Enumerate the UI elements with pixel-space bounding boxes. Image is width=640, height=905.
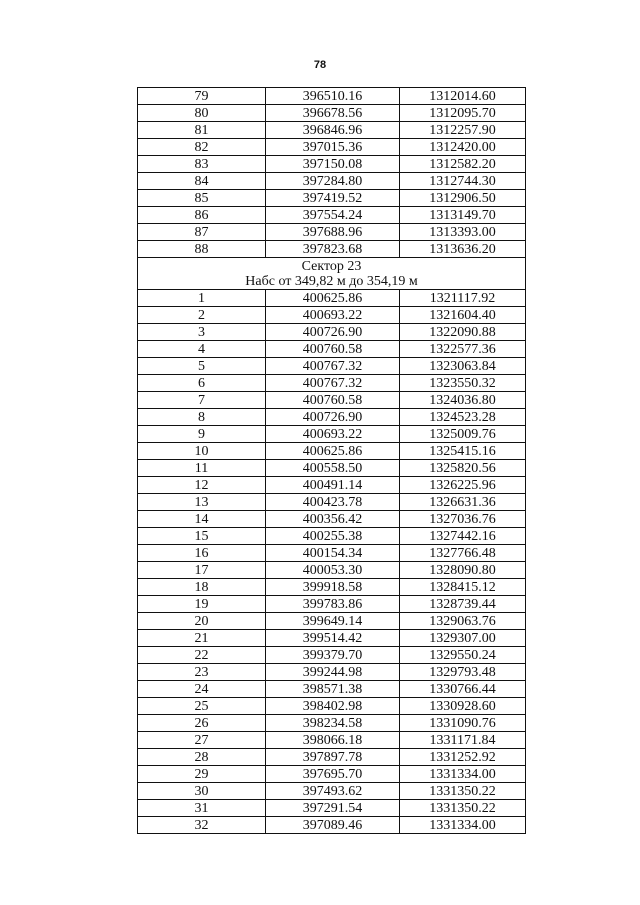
point-number-cell: 31 bbox=[138, 800, 266, 817]
y-coordinate-cell: 1312257.90 bbox=[400, 122, 526, 139]
x-coordinate-cell: 397823.68 bbox=[266, 241, 400, 258]
table-row bbox=[138, 664, 526, 681]
y-coordinate-cell: 1326225.96 bbox=[400, 477, 526, 494]
table-row bbox=[138, 800, 526, 817]
x-coordinate-cell: 400760.58 bbox=[266, 341, 400, 358]
x-coordinate-cell: 399918.58 bbox=[266, 579, 400, 596]
table-row bbox=[138, 817, 526, 834]
table-row bbox=[138, 511, 526, 528]
point-number-cell: 84 bbox=[138, 173, 266, 190]
x-coordinate-cell: 397089.46 bbox=[266, 817, 400, 834]
point-number-cell: 85 bbox=[138, 190, 266, 207]
y-coordinate-cell: 1331350.22 bbox=[400, 783, 526, 800]
point-number-cell: 4 bbox=[138, 341, 266, 358]
y-coordinate-cell: 1312582.20 bbox=[400, 156, 526, 173]
table-row bbox=[138, 783, 526, 800]
table-row bbox=[138, 190, 526, 207]
y-coordinate-cell: 1329793.48 bbox=[400, 664, 526, 681]
point-number-cell: 87 bbox=[138, 224, 266, 241]
point-number-cell: 11 bbox=[138, 460, 266, 477]
table-row bbox=[138, 443, 526, 460]
point-number-cell: 13 bbox=[138, 494, 266, 511]
y-coordinate-cell: 1329063.76 bbox=[400, 613, 526, 630]
y-coordinate-cell: 1324523.28 bbox=[400, 409, 526, 426]
y-coordinate-cell: 1325415.16 bbox=[400, 443, 526, 460]
table-row bbox=[138, 579, 526, 596]
x-coordinate-cell: 396678.56 bbox=[266, 105, 400, 122]
x-coordinate-cell: 397291.54 bbox=[266, 800, 400, 817]
x-coordinate-cell: 400558.50 bbox=[266, 460, 400, 477]
table-row bbox=[138, 545, 526, 562]
x-coordinate-cell: 397695.70 bbox=[266, 766, 400, 783]
table-row bbox=[138, 528, 526, 545]
x-coordinate-cell: 399379.70 bbox=[266, 647, 400, 664]
point-number-cell: 14 bbox=[138, 511, 266, 528]
y-coordinate-cell: 1313636.20 bbox=[400, 241, 526, 258]
y-coordinate-cell: 1312095.70 bbox=[400, 105, 526, 122]
y-coordinate-cell: 1312420.00 bbox=[400, 139, 526, 156]
point-number-cell: 24 bbox=[138, 681, 266, 698]
y-coordinate-cell: 1329550.24 bbox=[400, 647, 526, 664]
point-number-cell: 10 bbox=[138, 443, 266, 460]
y-coordinate-cell: 1327442.16 bbox=[400, 528, 526, 545]
x-coordinate-cell: 398571.38 bbox=[266, 681, 400, 698]
point-number-cell: 80 bbox=[138, 105, 266, 122]
point-number-cell: 88 bbox=[138, 241, 266, 258]
table-row bbox=[138, 494, 526, 511]
x-coordinate-cell: 400625.86 bbox=[266, 443, 400, 460]
table-row bbox=[138, 156, 526, 173]
x-coordinate-cell: 400053.30 bbox=[266, 562, 400, 579]
y-coordinate-cell: 1313149.70 bbox=[400, 207, 526, 224]
x-coordinate-cell: 400726.90 bbox=[266, 324, 400, 341]
point-number-cell: 20 bbox=[138, 613, 266, 630]
x-coordinate-cell: 399244.98 bbox=[266, 664, 400, 681]
x-coordinate-cell: 398402.98 bbox=[266, 698, 400, 715]
x-coordinate-cell: 400767.32 bbox=[266, 358, 400, 375]
table-row bbox=[138, 426, 526, 443]
y-coordinate-cell: 1327766.48 bbox=[400, 545, 526, 562]
y-coordinate-cell: 1328415.12 bbox=[400, 579, 526, 596]
point-number-cell: 17 bbox=[138, 562, 266, 579]
table-row bbox=[138, 596, 526, 613]
x-coordinate-cell: 397150.08 bbox=[266, 156, 400, 173]
x-coordinate-cell: 397284.80 bbox=[266, 173, 400, 190]
x-coordinate-cell: 400491.14 bbox=[266, 477, 400, 494]
point-number-cell: 8 bbox=[138, 409, 266, 426]
point-number-cell: 19 bbox=[138, 596, 266, 613]
table-row bbox=[138, 241, 526, 258]
point-number-cell: 18 bbox=[138, 579, 266, 596]
table-row bbox=[138, 207, 526, 224]
point-number-cell: 81 bbox=[138, 122, 266, 139]
x-coordinate-cell: 400423.78 bbox=[266, 494, 400, 511]
table-row bbox=[138, 749, 526, 766]
table-row bbox=[138, 715, 526, 732]
x-coordinate-cell: 400726.90 bbox=[266, 409, 400, 426]
x-coordinate-cell: 399649.14 bbox=[266, 613, 400, 630]
y-coordinate-cell: 1322090.88 bbox=[400, 324, 526, 341]
point-number-cell: 6 bbox=[138, 375, 266, 392]
point-number-cell: 9 bbox=[138, 426, 266, 443]
table-row bbox=[138, 613, 526, 630]
point-number-cell: 26 bbox=[138, 715, 266, 732]
table-row bbox=[138, 122, 526, 139]
point-number-cell: 15 bbox=[138, 528, 266, 545]
table-row bbox=[138, 375, 526, 392]
table-row bbox=[138, 324, 526, 341]
x-coordinate-cell: 396510.16 bbox=[266, 88, 400, 105]
x-coordinate-cell: 400693.22 bbox=[266, 426, 400, 443]
x-coordinate-cell: 400767.32 bbox=[266, 375, 400, 392]
table-section-top bbox=[138, 88, 526, 258]
x-coordinate-cell: 400255.38 bbox=[266, 528, 400, 545]
y-coordinate-cell: 1325820.56 bbox=[400, 460, 526, 477]
coordinates-table bbox=[137, 87, 526, 834]
x-coordinate-cell: 400154.34 bbox=[266, 545, 400, 562]
table-row bbox=[138, 139, 526, 156]
table-row bbox=[138, 105, 526, 122]
table-section-bottom bbox=[138, 290, 526, 834]
sector-subtitle: Набс от 349,82 м до 354,19 м bbox=[245, 273, 418, 289]
point-number-cell: 29 bbox=[138, 766, 266, 783]
point-number-cell: 21 bbox=[138, 630, 266, 647]
y-coordinate-cell: 1328090.80 bbox=[400, 562, 526, 579]
point-number-cell: 27 bbox=[138, 732, 266, 749]
y-coordinate-cell: 1327036.76 bbox=[400, 511, 526, 528]
point-number-cell: 79 bbox=[138, 88, 266, 105]
sector-header-cell bbox=[138, 258, 526, 290]
table-row bbox=[138, 477, 526, 494]
x-coordinate-cell: 399783.86 bbox=[266, 596, 400, 613]
x-coordinate-cell: 397554.24 bbox=[266, 207, 400, 224]
table-row bbox=[138, 460, 526, 477]
y-coordinate-cell: 1326631.36 bbox=[400, 494, 526, 511]
table-row bbox=[138, 630, 526, 647]
point-number-cell: 2 bbox=[138, 307, 266, 324]
y-coordinate-cell: 1330928.60 bbox=[400, 698, 526, 715]
sector-header-row bbox=[138, 258, 526, 290]
point-number-cell: 86 bbox=[138, 207, 266, 224]
y-coordinate-cell: 1331334.00 bbox=[400, 766, 526, 783]
table-row bbox=[138, 290, 526, 307]
table-row bbox=[138, 358, 526, 375]
y-coordinate-cell: 1328739.44 bbox=[400, 596, 526, 613]
y-coordinate-cell: 1331171.84 bbox=[400, 732, 526, 749]
x-coordinate-cell: 396846.96 bbox=[266, 122, 400, 139]
sector-title: Сектор 23 bbox=[301, 258, 362, 274]
y-coordinate-cell: 1321604.40 bbox=[400, 307, 526, 324]
table-row bbox=[138, 307, 526, 324]
table-row bbox=[138, 732, 526, 749]
table-row bbox=[138, 698, 526, 715]
x-coordinate-cell: 400356.42 bbox=[266, 511, 400, 528]
point-number-cell: 5 bbox=[138, 358, 266, 375]
page-number: 78 bbox=[313, 59, 327, 71]
table-row bbox=[138, 766, 526, 783]
table-row bbox=[138, 681, 526, 698]
point-number-cell: 22 bbox=[138, 647, 266, 664]
table-row bbox=[138, 409, 526, 426]
x-coordinate-cell: 399514.42 bbox=[266, 630, 400, 647]
point-number-cell: 1 bbox=[138, 290, 266, 307]
table-row bbox=[138, 392, 526, 409]
point-number-cell: 82 bbox=[138, 139, 266, 156]
point-number-cell: 23 bbox=[138, 664, 266, 681]
y-coordinate-cell: 1323063.84 bbox=[400, 358, 526, 375]
point-number-cell: 3 bbox=[138, 324, 266, 341]
x-coordinate-cell: 400693.22 bbox=[266, 307, 400, 324]
table-row bbox=[138, 88, 526, 105]
point-number-cell: 7 bbox=[138, 392, 266, 409]
point-number-cell: 25 bbox=[138, 698, 266, 715]
x-coordinate-cell: 400625.86 bbox=[266, 290, 400, 307]
table-row bbox=[138, 224, 526, 241]
y-coordinate-cell: 1331350.22 bbox=[400, 800, 526, 817]
point-number-cell: 12 bbox=[138, 477, 266, 494]
y-coordinate-cell: 1321117.92 bbox=[400, 290, 526, 307]
y-coordinate-cell: 1331334.00 bbox=[400, 817, 526, 834]
x-coordinate-cell: 397015.36 bbox=[266, 139, 400, 156]
y-coordinate-cell: 1329307.00 bbox=[400, 630, 526, 647]
table-row bbox=[138, 562, 526, 579]
table-row bbox=[138, 173, 526, 190]
sector-header-section bbox=[138, 258, 526, 290]
x-coordinate-cell: 398066.18 bbox=[266, 732, 400, 749]
point-number-cell: 16 bbox=[138, 545, 266, 562]
x-coordinate-cell: 400760.58 bbox=[266, 392, 400, 409]
y-coordinate-cell: 1324036.80 bbox=[400, 392, 526, 409]
y-coordinate-cell: 1312014.60 bbox=[400, 88, 526, 105]
y-coordinate-cell: 1330766.44 bbox=[400, 681, 526, 698]
y-coordinate-cell: 1313393.00 bbox=[400, 224, 526, 241]
y-coordinate-cell: 1323550.32 bbox=[400, 375, 526, 392]
y-coordinate-cell: 1325009.76 bbox=[400, 426, 526, 443]
x-coordinate-cell: 397419.52 bbox=[266, 190, 400, 207]
x-coordinate-cell: 397688.96 bbox=[266, 224, 400, 241]
point-number-cell: 30 bbox=[138, 783, 266, 800]
point-number-cell: 83 bbox=[138, 156, 266, 173]
y-coordinate-cell: 1312744.30 bbox=[400, 173, 526, 190]
y-coordinate-cell: 1322577.36 bbox=[400, 341, 526, 358]
y-coordinate-cell: 1331252.92 bbox=[400, 749, 526, 766]
y-coordinate-cell: 1331090.76 bbox=[400, 715, 526, 732]
x-coordinate-cell: 397493.62 bbox=[266, 783, 400, 800]
y-coordinate-cell: 1312906.50 bbox=[400, 190, 526, 207]
table-row bbox=[138, 647, 526, 664]
point-number-cell: 32 bbox=[138, 817, 266, 834]
table-row bbox=[138, 341, 526, 358]
x-coordinate-cell: 398234.58 bbox=[266, 715, 400, 732]
x-coordinate-cell: 397897.78 bbox=[266, 749, 400, 766]
point-number-cell: 28 bbox=[138, 749, 266, 766]
